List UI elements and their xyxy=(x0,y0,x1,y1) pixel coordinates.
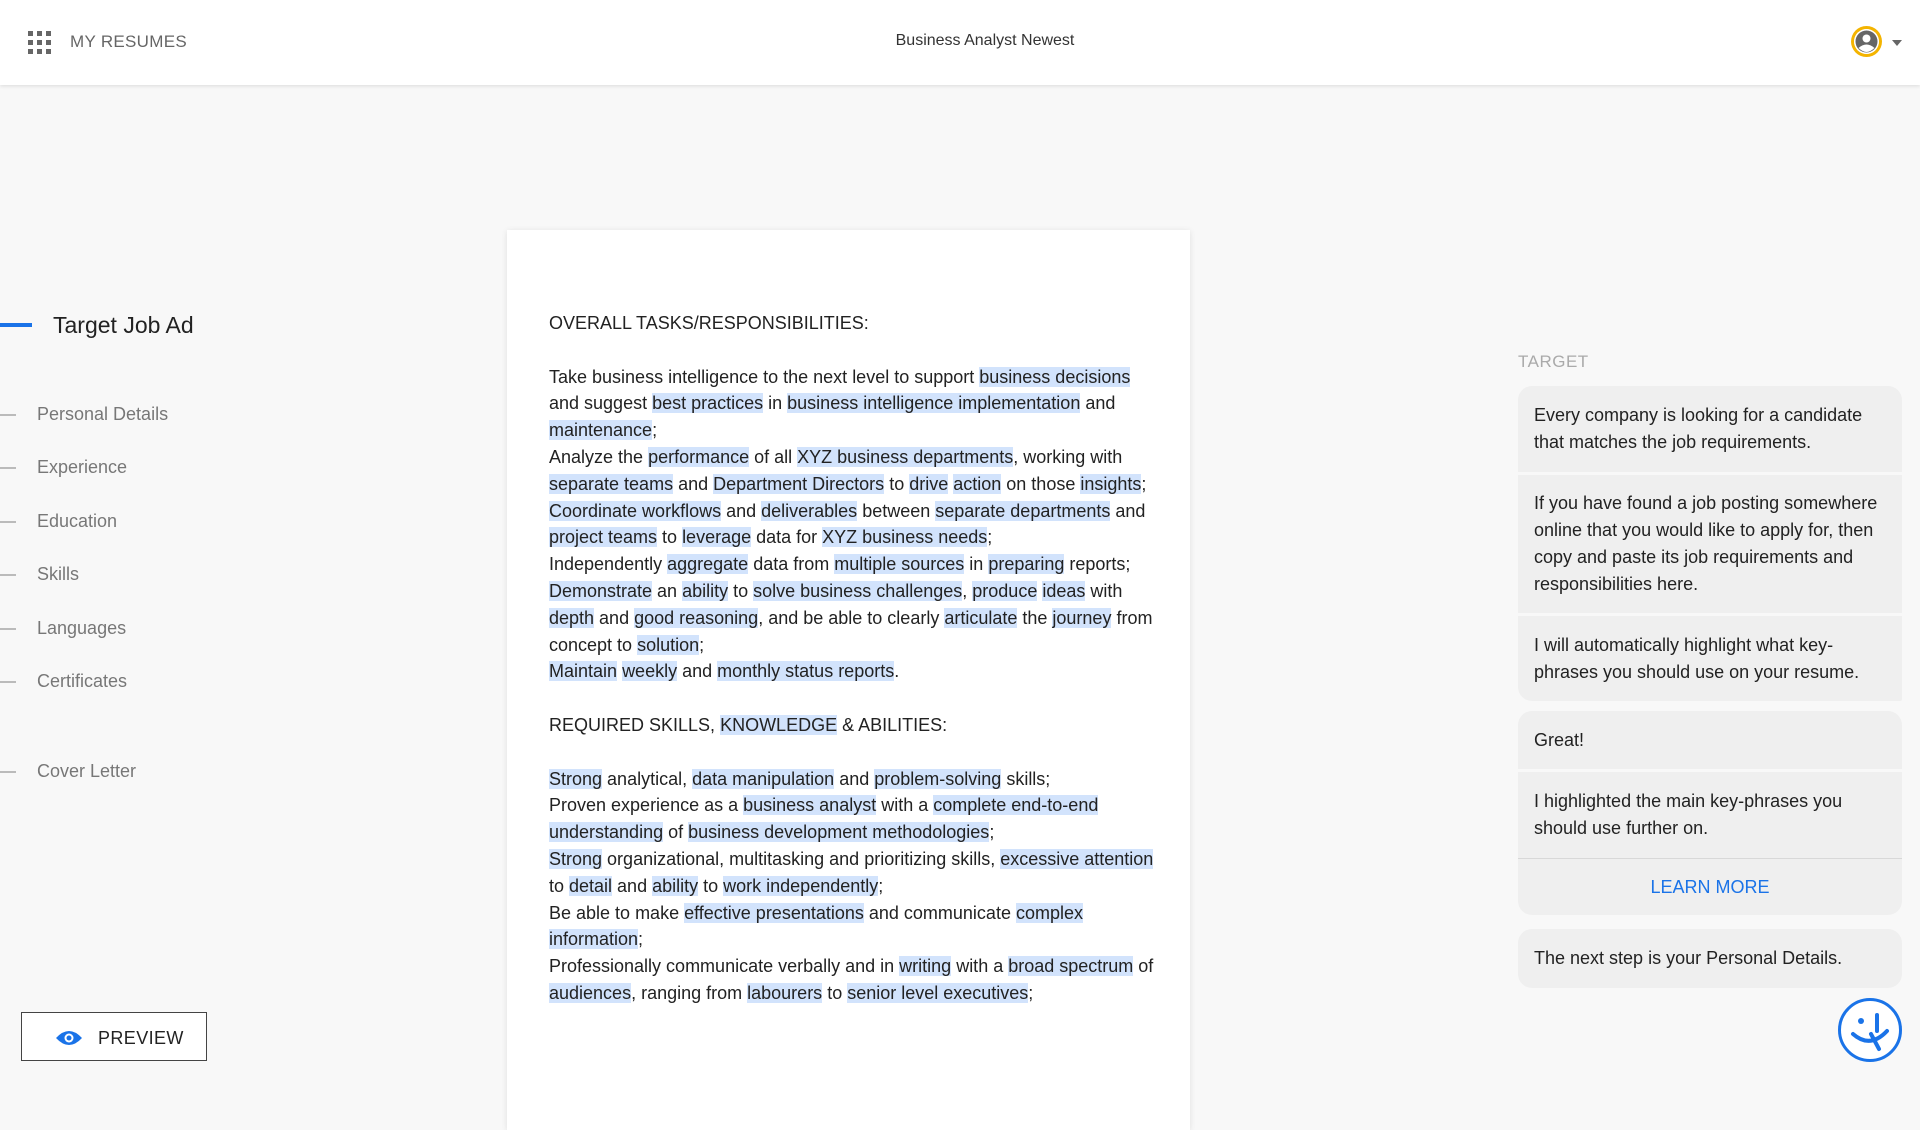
highlighted-key-phrase: produce xyxy=(972,580,1038,601)
assistant-message: I will automatically highlight what key-phrases you should use on your resume. xyxy=(1534,634,1860,682)
highlighted-key-phrase: business development methodologies xyxy=(688,822,990,843)
highlighted-key-phrase: best practices xyxy=(652,393,764,414)
highlighted-key-phrase: depth xyxy=(549,607,595,628)
highlighted-key-phrase: maintenance xyxy=(549,420,653,441)
responsibility-line: Maintain weekly and monthly status reports. xyxy=(549,661,900,682)
nav-item-label: Certificates xyxy=(37,671,128,691)
highlighted-key-phrase: audiences xyxy=(549,982,632,1003)
highlighted-key-phrase: aggregate xyxy=(667,554,749,575)
skill-line: Proven experience as a business analyst with a complete end-to-end understanding of business development methodologies; xyxy=(549,795,1099,843)
highlighted-key-phrase: senior level executives xyxy=(847,982,1029,1003)
nav-dash xyxy=(0,681,16,683)
nav-dash xyxy=(0,521,16,523)
highlighted-key-phrase: business intelligence implementation xyxy=(787,393,1081,414)
nav-item-label: Personal Details xyxy=(37,404,169,424)
highlighted-key-phrase: effective presentations xyxy=(684,902,864,923)
nav-item-label: Education xyxy=(37,511,118,531)
assistant-message: Every company is looking for a candidate that matches the job requirements. xyxy=(1534,405,1863,452)
skill-line: Be able to make effective presentations and communicate complex information; xyxy=(549,902,1083,950)
highlighted-key-phrase: drive xyxy=(909,473,949,494)
nav-item-label: Skills xyxy=(37,564,80,584)
highlighted-key-phrase: XYZ business departments xyxy=(797,446,1014,467)
responsibility-line: Take business intelligence to the next level to support business decisions and suggest best practices in business intelligence implementation and maintenance; xyxy=(549,366,1131,441)
nav-item-label: Cover Letter xyxy=(37,761,137,781)
highlighted-key-phrase: separate teams xyxy=(549,473,674,494)
skill-line: Professionally communicate verbally and in writing with a broad spectrum of audiences, ranging from labourers to senior level executives; xyxy=(549,956,1154,1003)
eye-icon xyxy=(55,1029,83,1047)
highlighted-key-phrase: XYZ business needs xyxy=(822,527,988,548)
assistant-message: If you have found a job posting somewhere online that you would like to apply for, then copy and paste its job requirements and responsibilities here. xyxy=(1534,493,1878,594)
highlighted-key-phrase: business analyst xyxy=(743,795,877,816)
highlighted-key-phrase: multiple sources xyxy=(834,554,965,575)
highlighted-key-phrase: complete end-to-end understanding xyxy=(549,795,1099,843)
highlighted-key-phrase: complex information xyxy=(549,902,1083,950)
responsibility-line: Coordinate workflows and deliverables between separate departments and project teams to leverage data for XYZ business needs; xyxy=(549,500,1146,548)
assistant-message-group xyxy=(1518,929,1902,988)
section-heading: OVERALL TASKS/RESPONSIBILITIES: xyxy=(549,313,869,333)
highlighted-key-phrase: KNOWLEDGE xyxy=(720,714,838,735)
highlighted-key-phrase: ability xyxy=(652,875,699,896)
assistant-message: The next step is your Personal Details. xyxy=(1534,948,1843,969)
highlighted-key-phrase: separate departments xyxy=(935,500,1111,521)
highlighted-key-phrase: deliverables xyxy=(761,500,858,521)
highlighted-key-phrase: action xyxy=(953,473,1002,494)
highlighted-key-phrase: good reasoning xyxy=(634,607,759,628)
job-ad-document[interactable] xyxy=(507,230,1190,1130)
highlighted-key-phrase: labourers xyxy=(747,982,823,1003)
assistant-message-group xyxy=(1518,711,1902,915)
responsibility-line: Demonstrate an ability to solve business challenges, produce ideas with depth and good reasoning, and be able to clearly articulate the journey from concept to solution; xyxy=(549,580,1153,655)
highlighted-key-phrase: Department Directors xyxy=(713,473,885,494)
highlighted-key-phrase: weekly xyxy=(622,661,678,682)
nav-dash xyxy=(0,414,16,416)
nav-item-label: Languages xyxy=(37,618,127,638)
preview-label: PREVIEW xyxy=(98,1028,184,1048)
highlighted-key-phrase: broad spectrum xyxy=(1008,956,1134,977)
responsibility-line: Analyze the performance of all XYZ business departments, working with separate teams and Department Directors to drive action on those insights; xyxy=(549,446,1147,494)
highlighted-key-phrase: writing xyxy=(899,956,952,977)
highlighted-key-phrase: monthly status reports xyxy=(717,661,895,682)
preview-button[interactable] xyxy=(21,1012,207,1061)
assistant-bot-icon[interactable] xyxy=(1838,998,1902,1062)
highlighted-key-phrase: preparing xyxy=(988,554,1065,575)
highlighted-key-phrase: business decisions xyxy=(979,366,1131,387)
nav-dash xyxy=(0,771,16,773)
assistant-section-label: TARGET xyxy=(1518,352,1589,371)
responsibility-line: Independently aggregate data from multiple sources in preparing reports; xyxy=(549,554,1131,575)
document-title: Business Analyst Newest xyxy=(895,32,1075,49)
assistant-message-group xyxy=(1518,386,1902,701)
highlighted-key-phrase: journey xyxy=(1052,607,1112,628)
highlighted-key-phrase: project teams xyxy=(549,527,658,548)
top-bar xyxy=(0,0,1920,85)
highlighted-key-phrase: problem-solving xyxy=(874,768,1002,789)
highlighted-key-phrase: Coordinate workflows xyxy=(549,500,722,521)
skill-line: Strong analytical, data manipulation and problem-solving skills; xyxy=(549,768,1051,789)
assistant-message: I highlighted the main key-phrases you should use further on. xyxy=(1534,791,1843,838)
highlighted-key-phrase: Demonstrate xyxy=(549,580,653,601)
assistant-message: Great! xyxy=(1534,729,1585,750)
caret-down-icon[interactable] xyxy=(1892,40,1902,46)
highlighted-key-phrase: data manipulation xyxy=(692,768,835,789)
highlighted-key-phrase: ability xyxy=(682,580,729,601)
job-ad-text[interactable] xyxy=(549,310,1159,1007)
skill-line: Strong organizational, multitasking and prioritizing skills, excessive attention to detail and ability to work independently; xyxy=(549,848,1154,896)
my-resumes-link[interactable]: MY RESUMES xyxy=(70,32,187,51)
highlighted-key-phrase: performance xyxy=(648,446,750,467)
highlighted-key-phrase: articulate xyxy=(944,607,1018,628)
highlighted-key-phrase: detail xyxy=(569,875,613,896)
highlighted-key-phrase: solution xyxy=(637,634,700,655)
nav-item-target-job-ad[interactable]: Target Job Ad xyxy=(53,312,194,338)
learn-more-button[interactable]: LEARN MORE xyxy=(1650,876,1770,897)
highlighted-key-phrase: solve business challenges xyxy=(753,580,963,601)
highlighted-key-phrase: Strong xyxy=(549,848,603,869)
nav-dash xyxy=(0,628,16,630)
highlighted-key-phrase: leverage xyxy=(682,527,752,548)
bot-face-icon xyxy=(1841,1001,1899,1059)
active-step-indicator xyxy=(0,323,32,327)
highlighted-key-phrase: excessive attention xyxy=(1000,848,1154,869)
nav-dash xyxy=(0,574,16,576)
highlighted-key-phrase: Maintain xyxy=(549,661,618,682)
nav-item-label: Experience xyxy=(37,457,128,477)
nav-dash xyxy=(0,467,16,469)
highlighted-key-phrase: work independently xyxy=(723,875,879,896)
highlighted-key-phrase: insights xyxy=(1080,473,1142,494)
highlighted-key-phrase: ideas xyxy=(1042,580,1086,601)
section-heading: REQUIRED SKILLS, KNOWLEDGE & ABILITIES: xyxy=(549,714,948,735)
highlighted-key-phrase: Strong xyxy=(549,768,603,789)
account-circle-icon[interactable] xyxy=(1851,26,1882,57)
